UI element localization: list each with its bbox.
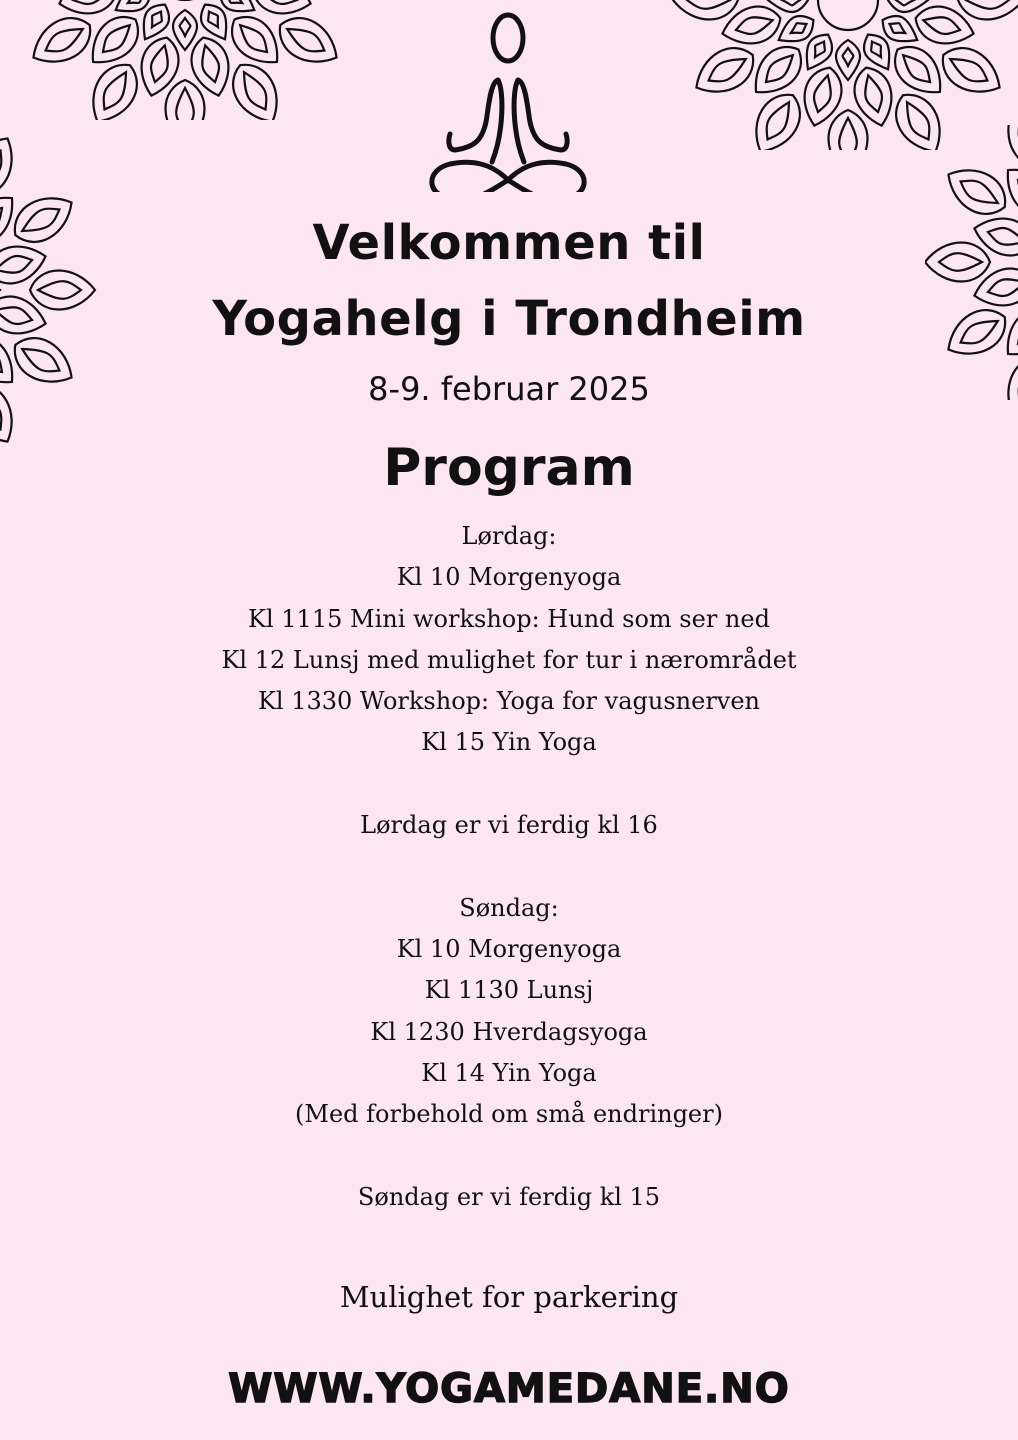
mandala-petal-inner [843, 48, 854, 66]
mandala-petal-inner [1012, 125, 1018, 164]
mandala-petal-inner [788, 19, 809, 37]
mandala-petal-inner [887, 19, 908, 37]
mandala-petal [718, 1, 785, 51]
mandala-petal [271, 8, 347, 74]
mandala-petal [24, 8, 100, 74]
mandala-petal [743, 37, 811, 105]
mandala-petal-inner [896, 0, 914, 5]
mandala-petal [934, 38, 1010, 104]
sunday-item: Kl 1230 Hverdagsyoga [370, 1017, 648, 1046]
meditation-figure-graphic [420, 12, 600, 192]
mandala-petal-inner [125, 0, 146, 8]
mandala-petal-inner [71, 0, 112, 8]
program-heading: Program [383, 438, 635, 498]
saturday-item: Kl 1330 Workshop: Yoga for vagusnerven [257, 687, 761, 716]
mandala-petal-inner [687, 0, 730, 9]
mandala-petal [797, 63, 847, 130]
mandala-petal [849, 63, 899, 130]
spacer [0, 846, 1018, 887]
parking-note: Mulighet for parkering [339, 1280, 679, 1314]
meditation-figure-icon [420, 12, 600, 196]
mandala-petal [186, 33, 236, 100]
mandala-petal [836, 40, 860, 80]
mandala-petal-inner [147, 9, 165, 30]
saturday-item: Kl 15 Yin Yoga [421, 728, 597, 757]
sunday-disclaimer: (Med forbehold om små endringer) [295, 1100, 723, 1129]
mandala-petal [888, 0, 928, 12]
mandala-petal [81, 56, 147, 120]
event-date: 8-9. februar 2025 [368, 370, 650, 408]
sunday-item: Kl 10 Morgenyoga [396, 934, 622, 963]
mandala-petal-inner [921, 12, 962, 38]
mandala-petal [0, 130, 24, 204]
mandala-petal [222, 7, 290, 75]
mandala-petal-inner [204, 9, 222, 30]
saturday-heading: Lørdag: [461, 522, 557, 550]
mandala-top-left-graphic [0, 0, 370, 120]
mandala-petal [687, 38, 763, 104]
mandala-petal-inner [810, 73, 836, 114]
spacer [0, 764, 1018, 805]
mandala-petal [958, 0, 1018, 20]
title-line-2: Yogahelg i Trondheim [212, 291, 806, 347]
website-link[interactable]: WWW.YOGAMEDANE.NO [228, 1366, 790, 1412]
sunday-item: Kl 1130 Lunsj [424, 976, 594, 1005]
sunday-heading: Søndag: [459, 893, 559, 922]
mandala-petal [134, 33, 184, 100]
mandala-petal-inner [734, 12, 775, 38]
mandala-petal-inner [258, 0, 299, 8]
mandala-petal-inner [176, 88, 194, 120]
mandala-petal [768, 0, 808, 12]
mandala-petal [744, 86, 810, 150]
mandala-top-left-icon [0, 0, 370, 120]
mandala-petal-inner [782, 0, 800, 5]
saturday-item: Kl 1115 Mini workshop: Hund som ser ned [248, 604, 770, 633]
mandala-petal [223, 56, 289, 120]
mandala-petal [173, 10, 197, 50]
saturday-end-note: Lørdag er vi ferdig kl 16 [360, 811, 658, 840]
mandala-petal [885, 37, 953, 105]
mandala-petal-inner [810, 39, 828, 60]
saturday-item: Kl 12 Lunsj med mulighet for tur i nærområdet [221, 645, 797, 674]
mandala-petal [80, 7, 148, 75]
mandala-petal-inner [180, 18, 191, 36]
mandala-petal [911, 1, 978, 51]
mandala-petal-inner [966, 0, 1009, 9]
saturday-item: Kl 10 Morgenyoga [396, 563, 622, 592]
title-line-1: Velkommen til [312, 215, 706, 271]
program-list [0, 516, 1018, 1218]
mandala-petal-inner [147, 43, 173, 84]
mandala-petal-inner [197, 43, 223, 84]
sunday-item: Kl 14 Yin Yoga [421, 1058, 597, 1087]
mandala-petal-inner [860, 73, 886, 114]
sunday-end-note: Søndag er vi ferdig kl 15 [357, 1182, 661, 1211]
mandala-petal-inner [839, 118, 857, 150]
mandala-petal-inner [224, 0, 245, 8]
spacer [0, 1135, 1018, 1176]
mandala-petal-inner [867, 39, 885, 60]
mandala-center [818, 0, 878, 30]
